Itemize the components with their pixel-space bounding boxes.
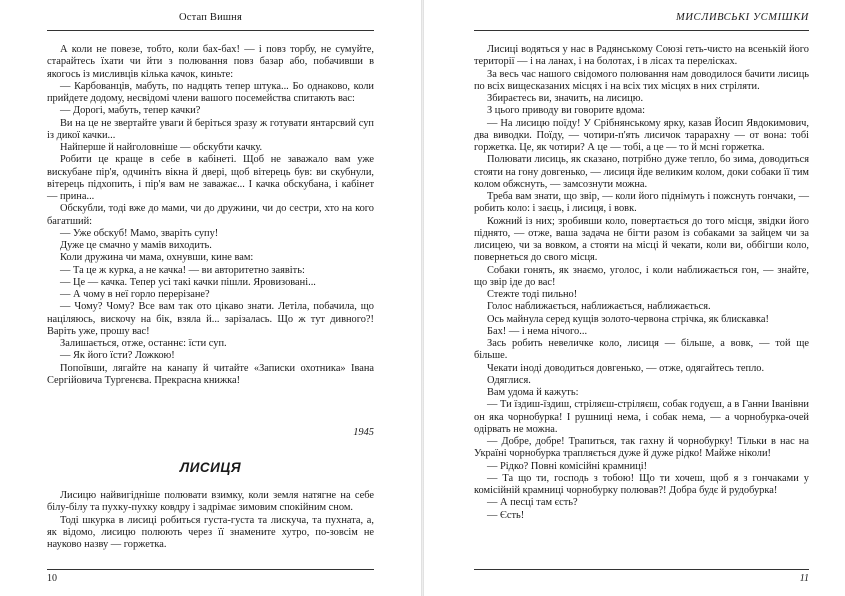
paragraph: — Добре, добре! Трапиться, так гахну й чорнобурку! Тільки в нас на Україні чорнобурка трапляється дуже й дуже рідко! Майже ніколи! <box>474 436 809 460</box>
paragraph: — На лисицю поїду! У Срібнянському ярку, казав Йосип Явдокимович, два виводки. Поїду, — чотири-п'ять лисичок тарарахну — от вона: тобі горжетка. Це, як чотири? А це — тобі, а це — то й мсні горжетка. <box>474 117 809 153</box>
paragraph: Лисиці водяться у нас в Радянському Союзі геть-чисто на всенькій його території — і на ланах, і на болотах, і в лісах та перелісках. <box>474 44 809 68</box>
paragraph: Збираєтесь ви, значить, на лисицю. <box>487 93 644 104</box>
paragraph: А коли не повезе, тобто, коли бах-бах! — і повз торбу, не сумуйте, старайтесь їхати чи йти з полювання повз базар або, побачивши в якогось із мисливців кілька качок, киньте: <box>47 44 374 80</box>
paragraph: Коли дружина чи мама, охнувши, кине вам: <box>60 252 254 264</box>
paragraph: — Та що ти, господь з тобою! Що ти хочеш, щоб я з гончаками у комісійній крамниці чорнобурку полював?! Добра будє й рудобурка! <box>474 472 809 496</box>
paragraph: — Ти їздиш-їздиш, стріляєш-стріляєш, собак годуєш, а в Ганни Іванівни он яка чорнобурка! І рушниці нема, і собак нема, — а чорнобурка-очей одірвать не можна. <box>474 399 809 435</box>
paragraph: Дуже це смачно у мамів виходить. <box>60 240 212 251</box>
paragraph: Стежте тоді пильно! <box>487 289 578 300</box>
paragraph: — Та це ж курка, а не качка! — ви авторитетно заявіть: <box>60 264 305 276</box>
paragraph: — Чому? Чому? Все вам так ото цікаво знати. Летіла, побачила, що націляюсь, вискочу на бік, взяла й... зарізалась. Що ж тут дивного?! Варіть уже, прошу вас! <box>47 301 374 337</box>
story-date: 1945 <box>353 427 374 438</box>
paragraph: Попоївши, лягайте на канапу й читайте «Записки охотника» Івана Сергійовича Тургенєва. Прекрасна книжка! <box>47 362 374 386</box>
right-page <box>424 0 845 596</box>
paragraph: Чекати іноді доводиться довгенько, — отже, одягайтесь тепло. <box>487 362 765 374</box>
footer-rule <box>474 569 809 570</box>
running-header-title: МИСЛИВСЬКІ УСМІШКИ <box>676 12 809 23</box>
page-number: 10 <box>47 573 57 584</box>
paragraph: — Карбованців, мабуть, по надцять тепер штука... Бо однаково, коли прийдете додому, несвідомі члени вашого посемейства спитають вас: <box>47 80 374 104</box>
paragraph: — А песці там єсть? <box>487 497 578 509</box>
left-body-text <box>47 44 374 387</box>
chapter-body-text <box>47 490 374 551</box>
paragraph: — А чому в неї горло перерізане? <box>60 289 210 300</box>
paragraph: Робити це краще в себе в кабінеті. Щоб не заважало вам уже вискубане пір'я, одчиніть вікна й двері, щоб вітерець був: ви скубнули, вітерець підхопить, і пір'я вам не заважає... І качка обскубана, і кабінет — прина... <box>47 154 374 202</box>
paragraph: — Як його їсти? Ложкою! <box>60 350 175 362</box>
paragraph: Зась робить невеличке коло, лисиця — більше, а вовк, — той ще більше. <box>474 338 809 362</box>
header-rule <box>47 30 374 31</box>
paragraph: Лисицю найвигідніше полювати взимку, коли земля натягне на себе білу-білу та пухку-пухку ковдру і задрімає зимовим спокійним сном. <box>47 490 374 514</box>
paragraph: Залишається, отже, останнє: їсти суп. <box>60 338 227 349</box>
header-rule <box>474 30 809 31</box>
paragraph: Бах! — і нема нічого... <box>487 325 588 337</box>
chapter-title: ЛИСИЦЯ <box>179 460 242 475</box>
paragraph: Тоді шкурка в лисиці робиться густа-густа та лискуча, та пухната, а, як відомо, лисицю полюють через її знамените хутро, по-зовсім не науково назву — горжетка. <box>47 514 374 550</box>
footer-rule <box>47 569 374 570</box>
paragraph: — Дорогі, мабуть, тепер качки? <box>60 105 201 117</box>
paragraph: — Це — качка. Тепер усі такі качки пішли. Яровизовані... <box>60 276 316 288</box>
paragraph: Обскубли, тоді вже до мами, чи до дружини, чи до сестри, хто на кого багатший: <box>47 203 374 227</box>
paragraph: Кожний із них; зробивши коло, повертається до того місця, звідки його піднято, — отже, ваша задача не бігти разом із собаками за зайцем чи за лисицею, чи за вовком, а стояти на місці й чекати, коли ви, оббігши коло, повернеться до свого місця. <box>474 215 809 264</box>
paragraph: — Єсть! <box>487 509 525 521</box>
paragraph: — Уже обскуб! Мамо, зваріть супу! <box>60 227 219 239</box>
paragraph: Полювати лисиць, як сказано, потрібно дуже тепло, бо зима, доводиться стояти на гону довгенько, — лисиця йде великим колом, доки собаки її тим колом обжснуть, — замсознути можна. <box>474 154 809 190</box>
running-header-author: Остап Вишня <box>178 12 243 23</box>
page-number: 11 <box>799 573 809 584</box>
paragraph: Ви на це не звертайте уваги й беріться зразу ж готувати янтарсвий суп із дикої качки... <box>47 117 374 141</box>
paragraph: Треба вам знати, що звір, — коли його піднімуть і пожснуть гончаки, — робить коло: і заєць, і лисиця, і вовк. <box>474 191 809 215</box>
paragraph: З цього приводу ви говорите вдома: <box>487 105 645 117</box>
paragraph: За весь час нашого свідомого полювання нам доводилося бачити лисиць по всіх вищесказаних місцях і на всіх тих місцях в них стріляти. <box>474 68 809 92</box>
paragraph: Найперше й найголовніше — обскубти качку. <box>60 142 263 153</box>
paragraph: Вам удома й кажуть: <box>487 387 579 398</box>
left-page <box>0 0 421 596</box>
paragraph: Ось майнула серед кущів золото-червона стрічка, як блискавка! <box>487 313 769 325</box>
paragraph: Одяглися. <box>487 374 531 386</box>
paragraph: — Рідко? Повні комісійні крамниці! <box>487 460 648 472</box>
paragraph: Голос наближається, наближається, наближається. <box>487 301 711 313</box>
paragraph: Собаки гонять, як знаємо, уголос, і коли наближається гон, — знайте, що звір іде до вас! <box>474 264 809 288</box>
right-body-text <box>474 44 809 522</box>
